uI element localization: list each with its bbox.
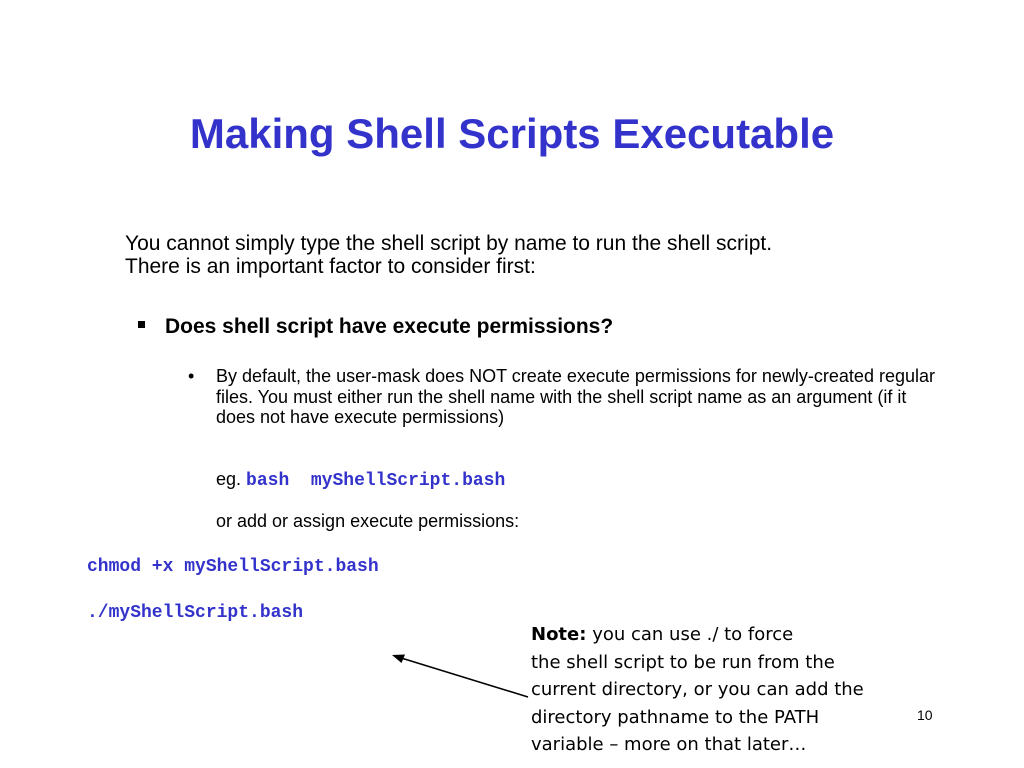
intro-paragraph (125, 232, 945, 278)
note-line-3: current directory, or you can add the (531, 679, 864, 700)
note-line-4: directory pathname to the PATH (531, 706, 820, 728)
or-add-text: or add or assign execute permissions: (216, 511, 520, 531)
note-line-1-text: you can use ./ to force (592, 624, 794, 645)
page-number: 10 (917, 707, 933, 723)
bullet-heading (138, 314, 613, 340)
square-bullet-icon (138, 321, 145, 328)
example-line (216, 468, 505, 492)
note-label: Note: (531, 624, 587, 645)
note-box (531, 621, 911, 759)
note-line-1 (531, 621, 911, 649)
sub-bullet-text: By default, the user-mask does NOT create execute permissions for newly-created regular files. You must either run the shell name with the shell script name as an argument (if it does not have execute permissions) (216, 366, 935, 427)
note-line-5: variable – more on that later… (531, 734, 807, 755)
example-command: bash myShellScript.bash (246, 471, 506, 491)
arrow-head-icon (392, 655, 405, 664)
run-command: ./myShellScript.bash (87, 603, 304, 623)
chmod-command: chmod +x myShellScript.bash (87, 557, 379, 577)
sub-bullet (188, 366, 948, 428)
intro-line-1: You cannot simply type the shell script by name to run the shell script. (125, 232, 773, 255)
round-bullet-icon: • (188, 366, 195, 386)
example-prefix: eg. (216, 469, 242, 489)
arrow-line (398, 657, 528, 697)
bullet-heading-text: Does shell script have execute permissions? (165, 315, 614, 338)
slide-title: Making Shell Scripts Executable (189, 110, 835, 157)
note-line-2: the shell script to be run from the (531, 651, 835, 673)
intro-line-2: There is an important factor to consider first: (125, 255, 536, 278)
